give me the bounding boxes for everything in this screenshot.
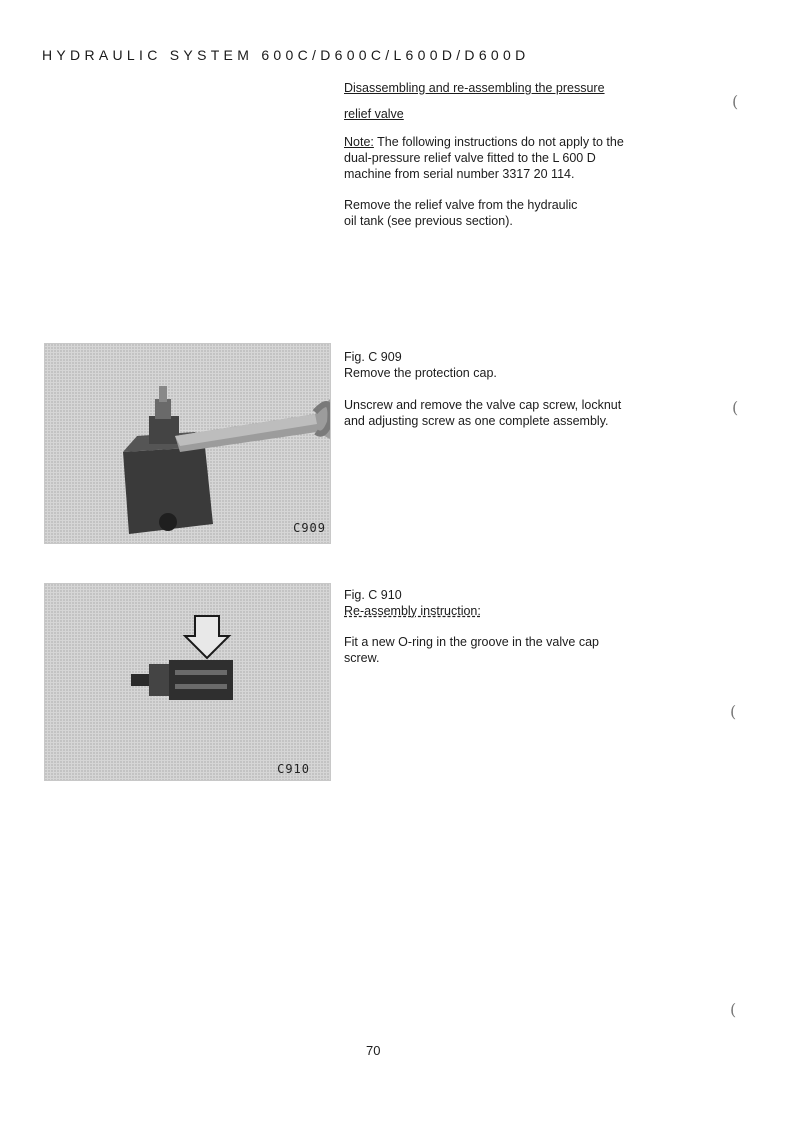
binding-hole-mark: ( [732,92,739,111]
note-line1 [344,134,704,150]
unscrew-line2: and adjusting screw as one complete assembly. [344,414,609,428]
unscrew-line1: Unscrew and remove the valve cap screw, locknut [344,398,622,412]
section-title-line2-wrap [344,106,704,122]
photo-c909-label: C909 [293,521,326,535]
figure-c909-caption: Fig. C 909 [344,350,402,364]
note-line2: dual-pressure relief valve fitted to the L 600 D [344,151,596,165]
cap-screw-image [45,584,330,780]
photo-c910-label: C910 [277,762,310,776]
note-paragraph [344,134,704,182]
remove-paragraph [344,197,704,229]
unscrew-paragraph [344,397,704,429]
remove-line2: oil tank (see previous section). [344,214,513,228]
note-label: Note: [344,135,374,149]
note-line3: machine from serial number 3317 20 114. [344,167,575,181]
figure-c909-step: Remove the protection cap. [344,366,497,380]
binding-hole-mark: ( [730,1000,737,1019]
section-title-line1: Disassembling and re-assembling the pressure [344,81,605,95]
fitring-line1: Fit a new O-ring in the groove in the valve cap [344,635,599,649]
page-header: HYDRAULIC SYSTEM 600C/D600C/L600D/D600D [42,47,530,63]
remove-line1: Remove the relief valve from the hydraulic [344,198,578,212]
fitring-line2: screw. [344,651,380,665]
section-title-line2: relief valve [344,107,404,121]
figure-c909-text [344,349,704,381]
page-number: 70 [366,1043,381,1058]
photo-c909 [44,343,331,544]
fitring-paragraph [344,634,704,666]
figure-c910-text [344,587,704,619]
valve-wrench-image [45,344,330,543]
binding-hole-mark: ( [732,398,739,417]
photo-c910 [44,583,331,781]
binding-hole-mark: ( [730,702,737,721]
figure-c910-subheading: Re-assembly instruction: [344,604,481,618]
figure-c910-caption: Fig. C 910 [344,588,402,602]
note-text1: The following instructions do not apply to the [373,135,624,149]
